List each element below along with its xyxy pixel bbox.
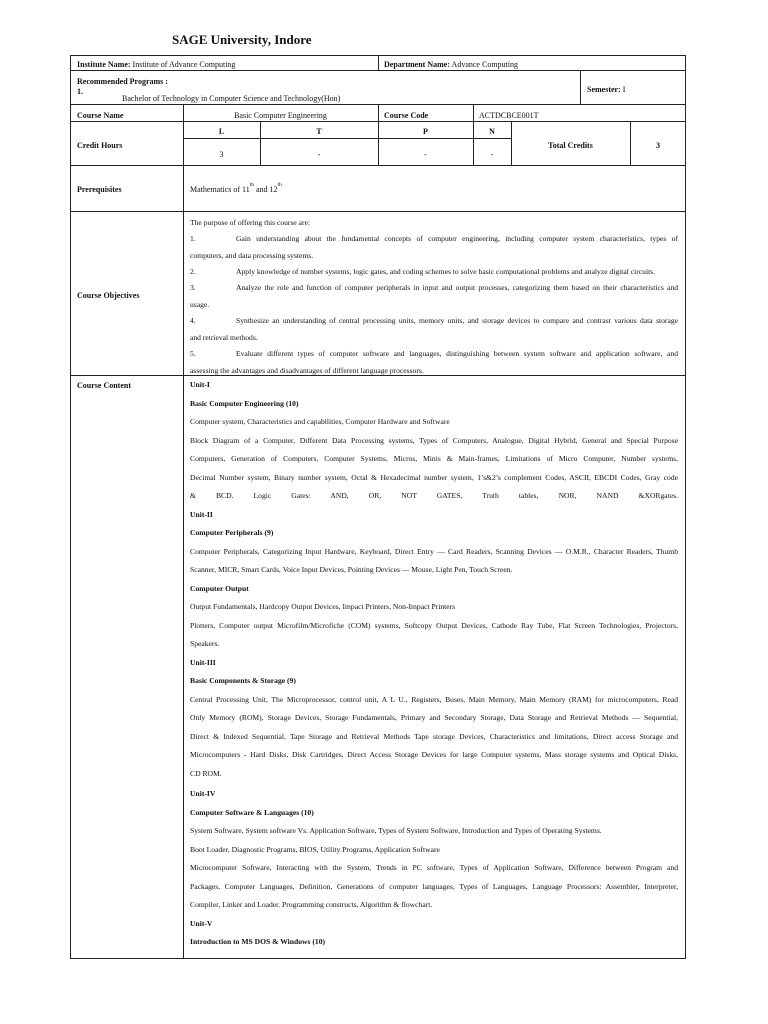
program-value: Bachelor of Technology in Computer Science and Technology(Hon): [122, 94, 341, 103]
credit-l-head: L: [218, 127, 225, 136]
objective-number: 1.: [190, 234, 196, 243]
content-line: Direct & Indexed Sequential, Tape Storage and Retrieval Methods Tape storage Devices, Characteristics and limitations, Direct access Storage and: [190, 731, 678, 741]
course-name-label: Course Name: [77, 111, 124, 120]
col-divider: [580, 70, 581, 105]
credit-p-head: P: [423, 127, 428, 136]
credit-l-value: 3: [219, 150, 224, 159]
content-line: & BCD. Logic Gates: AND, OR, NOT GATES, Truth tables, NOR, NAND &XORgates.: [190, 491, 678, 500]
objective-item: [190, 231, 678, 264]
credit-n-value: -: [490, 150, 494, 159]
institute-label: Institute Name:: [77, 60, 131, 69]
credit-hours-label: Credit Hours: [77, 141, 123, 150]
objective-text: Analyze the role and function of computer peripherals in input and output processes, categorizing them based on their characteristics and: [236, 283, 678, 292]
course-name-value: Basic Computer Engineering: [234, 111, 327, 120]
col-divider: [378, 55, 379, 71]
content-line: Output Fundamentals, Hardcopy Output Devices, Impact Printers, Non-Impact Printers: [190, 602, 456, 611]
col-divider: [183, 104, 184, 959]
prereq-sup-a: th: [249, 182, 254, 188]
unit-title: Introduction to MS DOS & Windows (10): [190, 937, 326, 946]
unit-title: Basic Components & Storage (9): [190, 676, 296, 685]
unit-heading: Unit-III: [190, 657, 216, 667]
unit-title: Basic Computer Engineering (10): [190, 398, 299, 408]
total-credits-label: Total Credits: [548, 141, 593, 150]
content-line: Boot Loader, Diagnostic Programs, BIOS, Utility Programs, Application Software: [190, 844, 440, 854]
unit-heading: Unit-IV: [190, 789, 216, 798]
course-content-body: [190, 377, 678, 951]
course-content-label: Course Content: [77, 381, 131, 390]
objective-number: 5.: [190, 349, 196, 358]
unit-title: Computer Peripherals (9): [190, 528, 274, 537]
content-line: Only Memory (ROM), Storage Devices, Storage Fundamentals, Primary and Secondary Storage, Data Storage and Retrieval Methods — Sequential,: [190, 713, 678, 722]
page-title: SAGE University, Indore: [172, 32, 312, 47]
credit-t-value: -: [317, 150, 321, 159]
course-code-label: Course Code: [384, 111, 429, 120]
objective-item: [190, 313, 678, 346]
content-line: Compiler, Linker and Loader. Programming constructs, Algorithm & flowchart.: [190, 900, 433, 909]
objectives-intro: The purpose of offering this course are:: [190, 218, 311, 227]
semester-value: I: [622, 85, 626, 94]
objective-text: Synthesize an understanding of central processing units, memory units, and storage devices to compare and contrast various data storage: [236, 316, 678, 325]
prereq-sup-b: th: [277, 182, 282, 188]
unit-title: Computer Software & Languages (10): [190, 807, 314, 817]
objective-text-continued: assessing the advantages and disadvantages of different language processors.: [190, 365, 424, 375]
prereq-text-a: Mathematics of 11: [190, 185, 250, 194]
prerequisites-label: Prerequisites: [77, 185, 122, 194]
objective-number: 3.: [190, 283, 196, 292]
row-divider: [70, 211, 686, 212]
content-line: Speakers.: [190, 639, 220, 648]
program-number: 1.: [77, 87, 83, 96]
content-line: Computers, Generation of Computers, Computer Systems, Micros, Minis & Main-frames, Limitations of Micro Computer, Number systems,: [190, 454, 678, 463]
semester-label: Semester:: [587, 85, 621, 94]
objective-text: Apply knowledge of number systems, logic gates, and coding schemes to solve basic computational problems and analyze digital circuits.: [236, 267, 656, 276]
objective-number: 4.: [190, 316, 196, 325]
department-label: Department Name:: [384, 60, 450, 69]
objective-item: [190, 346, 678, 379]
content-line: Scanner, MICR, Smart Cards, Voice Input Devices, Pointing Devices — Mouse, Light Pen, Touch Screen.: [190, 565, 513, 574]
content-line: Computer system, Characteristics and capabilities, Computer Hardware and Software: [190, 417, 450, 426]
content-line: Computer Peripherals, Categorizing Input Hardware, Keyboard, Direct Entry — Card Readers, Scanning Devices — O.M.R., Character Readers, Thumb: [190, 546, 678, 556]
credit-t-head: T: [316, 127, 322, 136]
institute-value: Institute of Advance Computing: [132, 60, 236, 69]
unit-heading: Unit-I: [190, 380, 210, 389]
content-line: Packages, Computer Languages, Definition, Generations of computer languages, Types of Languages, Language Processors: Assembler, Interpreter,: [190, 881, 678, 891]
objective-item: [190, 264, 678, 281]
content-line: CD ROM.: [190, 768, 222, 778]
row-divider: [70, 165, 686, 166]
credit-p-value: -: [424, 150, 427, 159]
unit-heading: Unit-V: [190, 918, 213, 928]
content-line: Plotters, Computer output Microfilm/Microfiche (COM) systems, Softcopy Output Devices, Cathode Ray Tube, Flat Screen Technologies, Projectors,: [190, 620, 678, 630]
objective-text-continued: computers, and data processing systems.: [190, 250, 314, 260]
objectives-label: Course Objectives: [77, 291, 140, 300]
content-line: Microcomputer Software, Interacting with the System, Trends in PC software, Types of Application Software, Difference between Program and: [190, 863, 678, 872]
total-credits-value: 3: [656, 141, 660, 150]
content-line: Microcomputers - Hard Disks, Disk Cartridges, Direct Access Storage Devices for large Computer systems, Mass storage systems and Optical Disks,: [190, 750, 678, 759]
objective-item: [190, 280, 678, 313]
unit-heading: Unit-II: [190, 509, 213, 519]
content-line: Decimal Number system, Binary number system, Octal & Hexadecimal number system, 1’s&2’s complement Codes, ASCII, EBCDI Codes, Gray code: [190, 472, 678, 482]
objective-number: 2.: [190, 267, 196, 276]
subsection-title: Computer Output: [190, 583, 249, 593]
programs-label: Recommended Programs :: [77, 77, 168, 86]
content-line: System Software, System software Vs. Application Software, Types of System Software, Introduction and Types of Operating Systems.: [190, 826, 602, 835]
prereq-text-b: and 12: [255, 185, 278, 194]
row-divider: [183, 138, 511, 139]
objective-text: Gain understanding about the fundamental concepts of computer engineering, including computer system characteristics, types of: [236, 234, 678, 243]
objective-text: Evaluate different types of computer software and languages, distinguishing between system software and application software, and: [236, 349, 678, 358]
objective-text-continued: and retrieval methods.: [190, 332, 258, 342]
course-code-value: ACTDCBCE001T: [479, 111, 539, 120]
department-value: Advance Computing: [451, 60, 518, 69]
credit-n-head: N: [489, 127, 495, 136]
content-line: Block Diagram of a Computer, Different Data Processing systems, Types of Computers, Analogue, Digital Hybrid, General and Special Purpose: [190, 435, 678, 445]
prerequisites-value: [190, 182, 282, 196]
objective-text-continued: usage.: [190, 299, 210, 309]
content-line: Central Processing Unit, The Microprocessor, control unit, A L U., Registers, Buses, Main Memory, Main Memory (RAM) for microcomputers, Read: [190, 694, 678, 704]
